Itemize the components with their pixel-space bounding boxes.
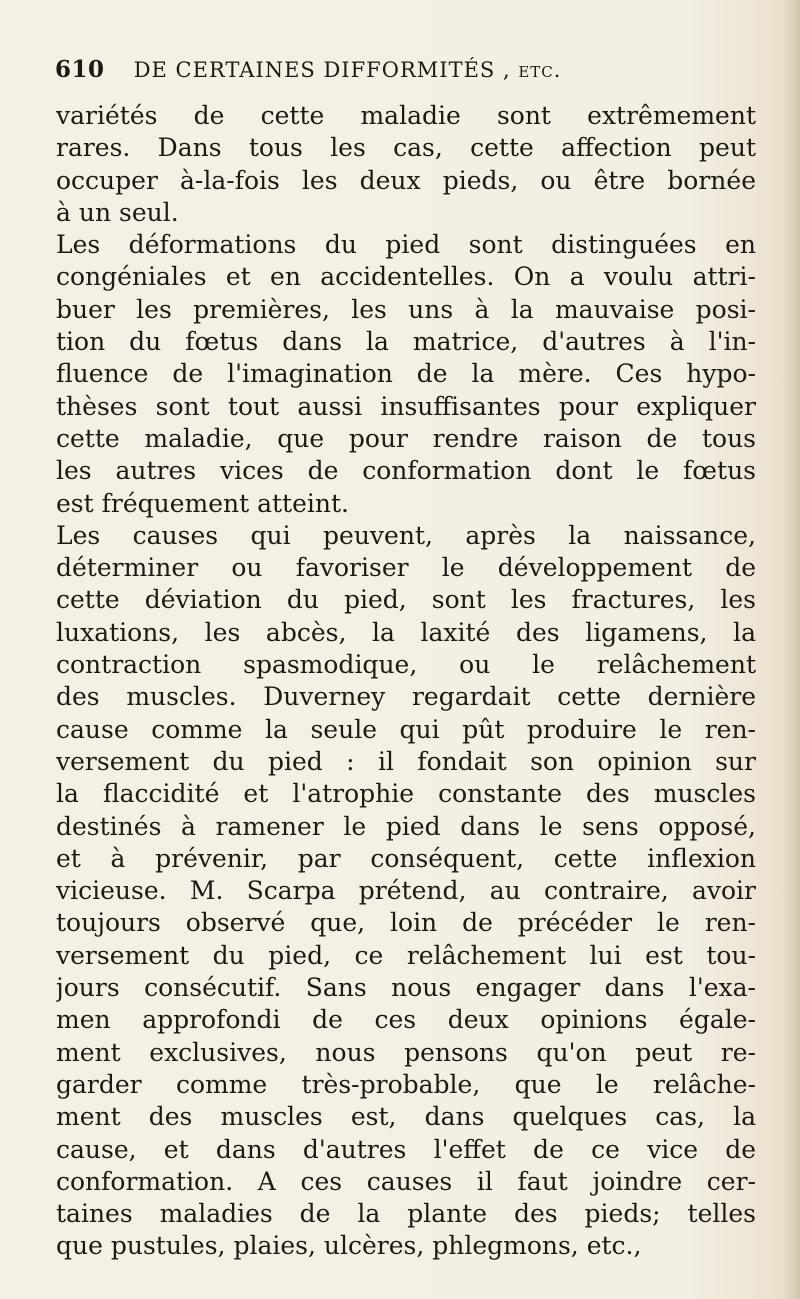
- text-line-10: thèses sont tout aussi insuffisantes pour expliquer: [56, 391, 756, 421]
- text-line-2: rares. Dans tous les cas, cette affection peut: [56, 133, 756, 163]
- text-line-1: variétés de cette maladie sont extrêmement: [56, 101, 756, 130]
- text-line-21: versement du pied : il fondait son opinion sur: [56, 746, 756, 776]
- text-line-30: ment exclusives, nous pensons qu'on peut re-: [56, 1037, 756, 1067]
- text-line-8: tion du fœtus dans la matrice, d'autres à l'in-: [56, 327, 756, 357]
- text-line-24: et à prévenir, par conséquent, cette inflexion: [56, 843, 756, 873]
- text-line-20: cause comme la seule qui pût produire le ren-: [56, 714, 756, 744]
- text-line-12: les autres vices de conformation dont le fœtus: [56, 456, 756, 486]
- text-line-33: cause, et dans d'autres l'effet de ce vice de: [56, 1134, 756, 1164]
- text-line-31: garder comme très-probable, que le relâche-: [56, 1069, 756, 1099]
- page-number: 610: [55, 56, 105, 83]
- text-line-28: jours consécutif. Sans nous engager dans l'exa-: [56, 973, 756, 1003]
- page-header: [55, 56, 755, 96]
- text-line-35: taines maladies de la plante des pieds; telles: [56, 1199, 756, 1229]
- text-line-15: déterminer ou favoriser le développement de: [56, 553, 756, 583]
- text-line-3: occuper à-la-fois les deux pieds, ou être bornée: [56, 165, 756, 195]
- text-line-29: men approfondi de ces deux opinions égale-: [56, 1005, 756, 1035]
- text-line-26: toujours observé que, loin de précéder le ren-: [56, 908, 756, 938]
- text-line-17: luxations, les abcès, la laxité des ligamens, la: [56, 617, 756, 647]
- text-line-34: conformation. A ces causes il faut joindre cer-: [56, 1166, 756, 1196]
- text-line-9: fluence de l'imagination de la mère. Ces hypo-: [56, 359, 756, 389]
- text-line-32: ment des muscles est, dans quelques cas, la: [56, 1102, 756, 1132]
- text-line-6: congéniales et en accidentelles. On a voulu attri-: [56, 262, 756, 292]
- text-line-25: vicieuse. M. Scarpa prétend, au contraire, avoir: [56, 876, 756, 906]
- text-line-19: des muscles. Duverney regardait cette dernière: [56, 682, 756, 712]
- text-line-27: versement du pied, ce relâchement lui est tou-: [56, 940, 756, 970]
- text-line-23: destinés à ramener le pied dans le sens opposé,: [56, 811, 756, 841]
- text-line-36: que pustules, plaies, ulcères, phlegmons, etc.,: [56, 1231, 642, 1261]
- text-line-7: buer les premières, les uns à la mauvaise posi-: [56, 294, 756, 324]
- text-line-5: Les déformations du pied sont distinguées en: [56, 230, 756, 260]
- text-line-18: contraction spasmodique, ou le relâchement: [56, 650, 756, 680]
- page-edge-shadow: [782, 0, 800, 1299]
- text-line-14: Les causes qui peuvent, après la naissance,: [56, 520, 756, 550]
- running-title: DE CERTAINES DIFFORMITÉS , etc.: [133, 58, 562, 82]
- text-line-16: cette déviation du pied, sont les fractures, les: [56, 585, 756, 615]
- text-line-11: cette maladie, que pour rendre raison de tous: [56, 423, 756, 453]
- body-text: [56, 100, 756, 1263]
- text-line-22: la flaccidité et l'atrophie constante des muscles: [56, 779, 756, 809]
- text-line-13: est fréquement atteint.: [56, 488, 349, 518]
- text-line-4: à un seul.: [56, 197, 179, 227]
